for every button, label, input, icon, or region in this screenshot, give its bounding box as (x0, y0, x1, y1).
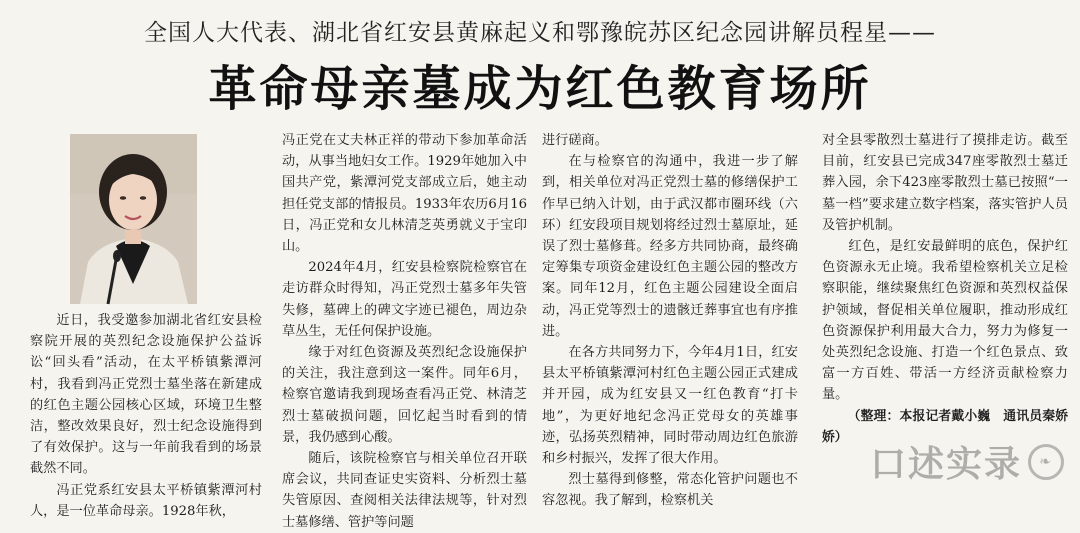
article-headline: 革命母亲墓成为红色教育场所 (208, 61, 872, 117)
portrait-photo (70, 134, 197, 304)
paragraph: 缘于对红色资源及英烈纪念设施保护的关注，我注意到这一案件。同年6月，检察官邀请我到现场查看冯正党、林清芝烈士墓破损问题，回忆起当时看到的情景，我仍感到心酸。 (282, 345, 527, 445)
paragraph: 随后，该院检察官与相关单位召开联席会议，共同查证史实资料、分析烈士墓失管原因、查阅相关法律法规等，针对烈士墓修缮、管护等问题 (282, 451, 527, 530)
paragraph: 2024年4月，红安县检察院检察官在走访群众时得知，冯正党烈士墓多年失管失修，墓碑上的碑文字迹已褪色，周边杂草丛生，无任何保护设施。 (282, 260, 527, 339)
byline-credit: （整理：本报记者戴小巍 通讯员秦娇娇） (822, 408, 1068, 445)
paragraph: 冯正党在丈夫林正祥的带动下参加革命活动，从事当地妇女工作。1929年她加入中国共产党，紫潭河党支部成立后，她主动担任党支部的情报员。1933年农历6月16日，冯正党和女儿林清芝英勇就义于宝印山。 (282, 133, 527, 255)
paragraph: 在各方共同努力下，今年4月1日，红安县太平桥镇紫潭河村红色主题公园正式建成并开园，成为红安县又一红色教育“打卡地”，为更好地纪念冯正党母女的英雄事迹，弘扬英烈精神，同时带动周边红色旅游和乡村振兴，发挥了很大作用。 (542, 345, 798, 467)
text-column-3 (542, 130, 798, 509)
paragraph: 在与检察官的沟通中，我进一步了解到，相关单位对冯正党烈士墓的修缮保护工作早已纳入计划，由于武汉都市圈环线（六环）红安段项目规划将经过烈士墓原址，延误了烈士墓修葺。经多方共同协商，最终确定筹集专项资金建设红色主题公园的整改方案。同年12月，红色主题公园建设全面启动，冯正党等烈士的遗骸迁葬事宜也有序推进。 (542, 154, 798, 339)
paragraph: 近日，我受邀参加湖北省红安县检察院开展的英烈纪念设施保护公益诉讼“回头看”活动，在太平桥镇紫潭河村，我看到冯正党烈士墓坐落在新建成的红色主题公园核心区域，环境卫生整洁，整改效果良好，烈士纪念设施得到了有效保护。这与一年前我看到的场景截然不同。 (30, 313, 262, 477)
watermark-text: 口述实录 (869, 444, 1022, 485)
paragraph: 进行磋商。 (542, 133, 608, 148)
watermark-logo (870, 436, 1064, 487)
paragraph: 红色，是红安最鲜明的底色，保护红色资源永无止境。我希望检察机关立足检察职能，继续聚焦红色资源和英烈权益保护领域，督促相关单位履职，推动形成红色资源保护利用最大合力，努力为修复一处英烈纪念设施、打造一个红色景点、致富一方百姓、带活一方经济贡献检察力量。 (822, 239, 1068, 403)
stamp-icon: ❧ (1028, 444, 1064, 480)
text-column-1 (30, 130, 262, 519)
text-column-2 (282, 130, 527, 530)
paragraph: 对全县零散烈士墓进行了摸排走访。截至目前，红安县已完成347座零散烈士墓迁葬入园，余下423座零散烈士墓已按照“一墓一档”要求建立数字档案，落实管护人员及管护机制。 (822, 133, 1068, 233)
paragraph: 冯正党系红安县太平桥镇紫潭河村人，是一位革命母亲。1928年秋， (30, 482, 262, 519)
paragraph: 烈士墓得到修整，常态化管护问题也不容忽视。我了解到，检察机关 (542, 472, 798, 509)
article-subtitle: 全国人大代表、湖北省红安县黄麻起义和鄂豫皖苏区纪念园讲解员程星—— (144, 20, 936, 46)
